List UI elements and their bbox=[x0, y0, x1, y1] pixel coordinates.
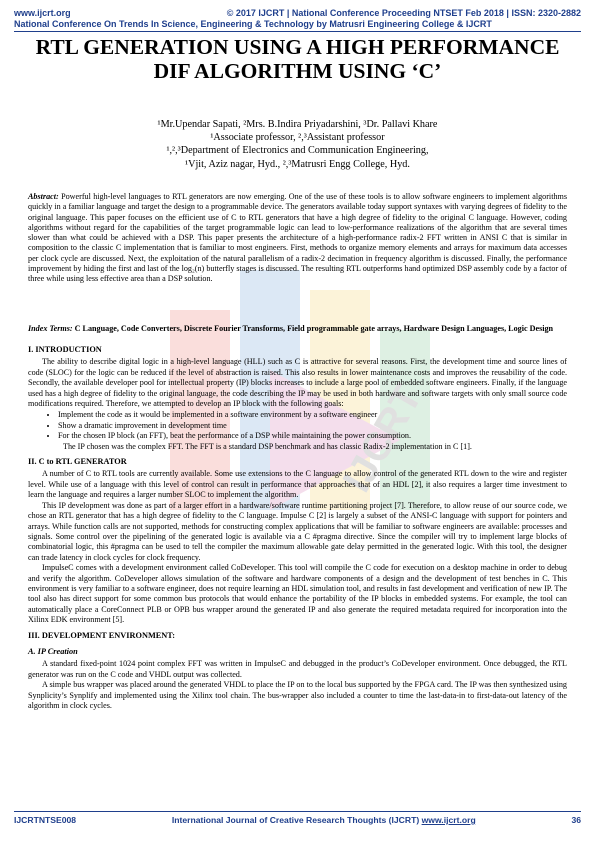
page-number: 36 bbox=[571, 815, 581, 825]
index-terms-label: Index Terms: bbox=[28, 324, 73, 333]
index-terms bbox=[28, 323, 567, 334]
paper-title: RTL GENERATION USING A HIGH PERFORMANCE DIF ALGORITHM USING ‘C’ bbox=[35, 35, 560, 83]
footer-website-link[interactable]: www.ijcrt.org bbox=[421, 815, 476, 825]
abstract-text: Powerful high-level languages to RTL generators are now emerging. One of the use of these tools is to allow software engineers to implement algorithms quickly in a familiar language and target the design to a programmable device. The generators available today support syntaxes with varying degrees of fidelity to the original language. This paper focuses on the efficient use of C to RTL generators that have a high degree of fidelity to the original C language. However, coding algorithms without regard for the capabilities of the target programmable logic can lead to low-performance realizations of the algorithm that are several times slower than what could be achieved with a DSP. This paper presents the architecture of a high-performance radix-2 FFT written in ANSI C that is similar in composition to the classic C implementation that is familiar to most engineers. First, methods to organize memory elements and arrays for maximum data accesses per clock cycle are discussed. Next, the exploitation of the natural parallelism of a radix-2 decimation in frequency algorithm is discussed. Finally, the performance improvement by hiding the first and last of the log₂(n) butterfly stages is discussed. The resulting RTL outperforms hand optimized DSP assembly code by a factor of three while using less effective area than a DSP solution. bbox=[28, 192, 567, 284]
header-divider bbox=[14, 31, 581, 32]
list-item: • Implement the code as it would be implemented in a software environment by a software engineer bbox=[58, 410, 567, 420]
page-header bbox=[14, 8, 581, 19]
header-website: www.ijcrt.org bbox=[14, 8, 71, 18]
goals-list bbox=[28, 410, 567, 441]
author-department: ¹,²,³Department of Electronics and Communication Engineering, bbox=[166, 145, 429, 157]
footer-divider bbox=[14, 811, 581, 812]
header-copyright: © 2017 IJCRT | National Conference Proceeding NTSET Feb 2018 | ISSN: 2320-2882 bbox=[226, 8, 581, 18]
ip-chosen-line: The IP chosen was the complex FFT. The FFT is a standard DSP benchmark and has classic Radix-2 implementation in C [1]. bbox=[63, 441, 472, 451]
c-to-rtl-paragraph-2: This IP development was done as part of a larger effort in a hardware/software runtime partitioning project [7]. Therefore, to allow reuse of our source code, we chose an RTL generator that has a high degree of fidelity to the C language. Impulse C [2] is largely a subset of the ANSI-C language with support for pointers and arrays. While function calls are not supported, methods for constructing complex applications that will be familiar to software engineers are available: processes and signals. Some control over the pipelining of the generated logic is available via a C #pragma directive. Since the compiler will try to implement large blocks of combinatorial logic, this #pragma can be used to tell the compiler the maximum allowable gate delay permitted in the generated logic. With this tool, the designer can trade latency in clock cycles for clock frequency. bbox=[28, 500, 567, 562]
author-positions: ¹Associate professor, ²,³Assistant professor bbox=[210, 132, 385, 144]
footer-journal-name: International Journal of Creative Research Thoughts (IJCRT) bbox=[171, 815, 420, 825]
page-footer bbox=[14, 815, 581, 825]
ip-creation-paragraph-2: A simple bus wrapper was placed around the generated VHDL to place the IP on to the local bus supported by the FPGA card. The IP was then synthesized using Synplicity’s Synplify and implemented using the Xilinx tool chain. The bus-wrapper also included a counter to time the last-data-in to first-data-out latency of the algorithm in clock cycles. bbox=[28, 680, 567, 710]
subsection-heading-ip-creation: A. IP Creation bbox=[28, 646, 78, 656]
list-item: • For the chosen IP block (an FFT), beat the performance of a DSP while maintaining the power consumption. bbox=[58, 431, 567, 441]
c-to-rtl-paragraph-1: A number of C to RTL tools are currently available. Some use extensions to the C language to allow control of the generated RTL down to the wire and register level. While use of a language with this level of control can result in performance that approaches that of an HDL [2], it also requires a larger time investment to learn the language and requires a larger number SLOC to implement the algorithm. bbox=[28, 469, 567, 500]
author-block bbox=[20, 118, 575, 171]
abstract bbox=[28, 192, 567, 285]
watermark-text: IJCRT bbox=[334, 377, 431, 500]
ip-creation-paragraph-1: A standard fixed-point 1024 point complex FFT was written in ImpulseC and debugged in the product’s CoDeveloper environment. Once debugged, the RTL generator was run on the C code and VHDL output was collected. bbox=[28, 659, 567, 679]
list-item: • Show a dramatic improvement in development time bbox=[58, 421, 567, 431]
header-conference: National Conference On Trends In Science, Engineering & Technology by Matrusri Engineering College & IJCRT bbox=[14, 19, 492, 29]
intro-paragraph: The ability to describe digital logic in a high-level language (HLL) such as C is attractive for several reasons. First, the development time and source lines of code (SLOC) for the logic can be reduced if the level of abstraction is raised. This also results in lower maintenance costs and improves the reusability of the code. Secondly, the available developer pool for intellectual property (IP) blocks increases to include a large pool of embedded software engineers. Finally, if the language used has a high degree of fidelity to the original language, the code describing the IP may be used in both hardware and software targets with only small source code modifications required. Therefore, we attempted to develop an IP block with the following goals: bbox=[28, 357, 567, 409]
author-affiliations: ¹Vjit, Aziz nagar, Hyd., ²,³Matrusri Engg College, Hyd. bbox=[185, 158, 410, 170]
footer-journal bbox=[172, 815, 476, 825]
section-heading-c-to-rtl: II. C to RTL GENERATOR bbox=[28, 457, 127, 467]
footer-paper-id: IJCRTNTSE008 bbox=[14, 815, 77, 825]
abstract-label: Abstract: bbox=[28, 192, 59, 201]
section-heading-introduction: I. INTRODUCTION bbox=[28, 345, 102, 354]
index-terms-text: C Language, Code Converters, Discrete Fourier Transforms, Field programmable gate arrays, Hardware Design Languages, Logic Design bbox=[72, 324, 554, 333]
section-heading-development-environment: III. DEVELOPMENT ENVIRONMENT: bbox=[28, 630, 175, 640]
author-names: ¹Mr.Upendar Sapati, ²Mrs. B.Indira Priyadarshini, ³Dr. Pallavi Khare bbox=[157, 119, 438, 130]
paper-body bbox=[28, 343, 567, 711]
c-to-rtl-paragraph-3: ImpulseC comes with a development environment called CoDeveloper. This tool will compile the C code for execution on a desktop machine in order to debug and verify the algorithm. CoDeveloper allows simulation of the software and hardware components of a design and the development of test benches in C. This environment is very familiar to a software engineer, does not require learning an HDL simulation tool, and results in fast development and verification of new IP. The tool also has direct support for some common bus protocols that would enhance the portability of the IP blocks in embedded systems. For example, the tool can automatically place a CoreConnect PLB or OPB bus wrapper around the generated IP and also generate the required metadata required for incorporation into the Xilinx EDK environment [5]. bbox=[28, 563, 567, 625]
